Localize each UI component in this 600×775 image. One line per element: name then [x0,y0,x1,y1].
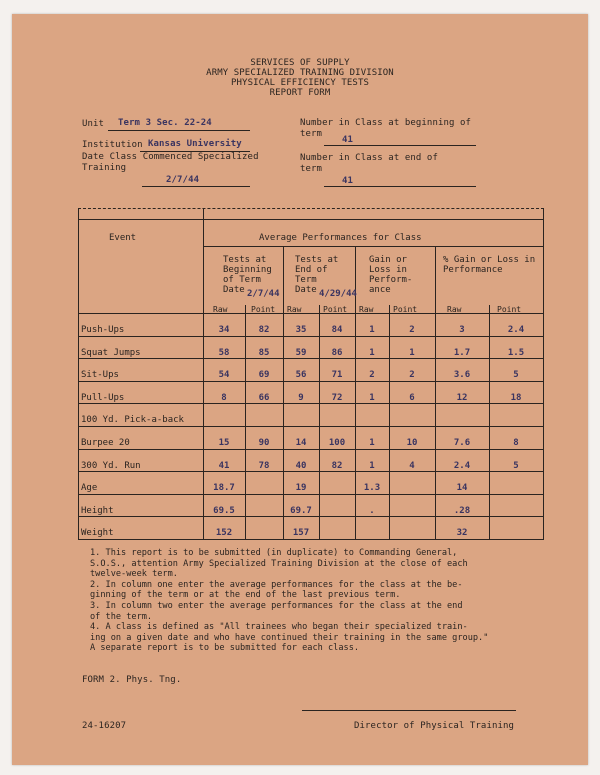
begin-count-label-1: Number in Class at beginning of [300,118,472,128]
cell-b-pt: 78 [258,460,270,471]
cell-b-raw: 18.7 [213,483,235,494]
institution-label: Institution [82,140,143,150]
event-name: Burpee 20 [81,438,130,448]
row-rule [79,381,543,382]
event-name: Sit-Ups [81,370,119,381]
begin-underline [324,145,476,146]
end-date-value: 4/29/44 [319,289,357,299]
end-point-label: Point [323,305,348,314]
gain-header-4: ance [369,285,391,295]
signature-line [302,710,516,711]
begin-point-label: Point [251,305,276,314]
cell-b-raw: 152 [215,528,233,539]
cell-p-pt: 8 [513,438,519,448]
begin-count-label-2: term [300,129,323,139]
col-divider-b [245,305,246,539]
cell-g-pt: 4 [409,460,415,471]
end-underline [324,186,476,187]
cell-p-raw: .28 [453,505,471,516]
cell-e-raw: 56 [295,370,307,381]
row-rule [79,336,543,337]
row-rule [79,358,543,359]
cell-b-raw: 8 [221,392,227,403]
cell-p-pt: 5 [513,460,519,471]
form-code: 24-16207 [82,721,127,731]
row-rule [79,426,543,427]
instruction-line: of the term. [90,611,153,622]
cell-b-pt: 82 [258,325,270,335]
event-name: 300 Yd. Run [81,460,141,471]
cell-p-raw: 3.6 [453,370,471,381]
cell-e-pt: 84 [331,325,343,335]
pct-header-1: % Gain or Loss in [443,255,536,265]
cell-p-pt: 1.5 [507,347,525,358]
cell-b-raw: 34 [218,325,230,335]
begin-header-2: Beginning [223,265,272,275]
cell-b-raw: 58 [218,347,230,358]
cell-e-raw: 59 [295,347,307,358]
cell-p-pt: 5 [513,370,519,381]
col-divider-p [489,305,490,539]
begin-raw-label: Raw [213,305,228,314]
end-raw-label: Raw [287,305,302,314]
unit-value: Term 3 Sec. 22-24 [118,118,212,128]
header-line-4: REPORT FORM [269,88,331,98]
cell-b-raw: 69.5 [213,505,235,516]
avg-header-rule [203,246,543,247]
cell-b-pt: 66 [258,392,270,403]
date-commenced-value: 2/7/44 [166,175,200,185]
end-count-label-1: Number in Class at end of [300,153,438,163]
cell-g-raw: 1 [369,325,375,335]
gain-header-1: Gain or [369,255,407,265]
cell-g-pt: 2 [409,325,415,335]
form-header [12,58,588,98]
end-header-2: End of [295,265,328,275]
instruction-line: A separate report is to be submitted for each class. [90,643,360,654]
report-form-page [12,14,588,765]
cell-g-pt: 10 [406,438,418,448]
row-rule [79,449,543,450]
cell-g-raw: 1 [369,392,375,403]
header-bottom-rule [79,313,543,314]
cell-p-raw: 3 [459,325,465,335]
cell-g-raw: 1 [369,460,375,471]
cell-e-pt: 82 [331,460,343,471]
end-count-label-2: term [300,164,323,174]
end-header-4: Date [295,285,317,295]
date-commenced-label-2: Training [82,163,127,173]
header-line-3: PHYSICAL EFFICIENCY TESTS [231,78,369,88]
cell-g-raw: . [369,505,375,516]
event-name: Height [81,505,114,516]
cell-e-pt: 100 [328,438,346,448]
instruction-line: 4. A class is defined as "All trainees who began their specialized train- [90,622,468,633]
begin-header-1: Tests at [223,255,267,265]
cell-e-raw: 40 [295,460,307,471]
cell-e-raw: 9 [298,392,304,403]
gain-header-3: Perform- [369,275,413,285]
instruction-line: S.O.S., attention Army Specialized Training Division at the close of each [90,558,468,569]
gain-point-label: Point [393,305,418,314]
cell-b-raw: 15 [218,438,230,448]
col-divider-e [319,305,320,539]
cell-b-pt: 69 [258,370,270,381]
pct-raw-label: Raw [447,305,462,314]
cell-p-raw: 2.4 [453,460,471,471]
begin-date-value: 2/7/44 [247,289,280,299]
instruction-line: 2. In column one enter the average performances for the class at the be- [90,579,463,590]
cell-b-pt: 90 [258,438,270,448]
date-underline [142,186,250,187]
pct-header-2: Performance [443,265,503,275]
unit-label: Unit [82,119,105,129]
header-line-1: SERVICES OF SUPPLY [250,58,350,68]
cell-e-raw: 19 [295,483,307,494]
cell-p-pt: 2.4 [507,325,525,335]
begin-count-value: 41 [342,135,354,145]
cell-e-pt: 71 [331,370,343,381]
row-rule [79,516,543,517]
instruction-line: ing on a given date and who have continued their training in the same group." [90,632,489,643]
cell-p-pt: 18 [510,392,522,403]
signature-label: Director of Physical Training [354,721,515,731]
cell-g-raw: 1 [369,438,375,448]
form-label: FORM 2. Phys. Tng. [82,675,182,685]
cell-g-raw: 2 [369,370,375,381]
table-top-rule [79,219,543,220]
gain-raw-label: Raw [359,305,374,314]
row-rule [79,494,543,495]
instruction-line: 3. In column two enter the average performances for the class at the end [90,601,463,611]
event-name: Weight [81,528,114,539]
cell-e-raw: 69.7 [290,505,312,516]
cell-p-raw: 7.6 [453,438,471,448]
cell-p-raw: 32 [456,528,468,539]
instruction-line: twelve-week term. [90,569,178,580]
institution-value: Kansas University [148,139,242,149]
header-line-2: ARMY SPECIALIZED TRAINING DIVISION [206,68,394,78]
cell-p-raw: 14 [456,483,468,494]
event-header: Event [109,233,137,243]
end-header-1: Tests at [295,255,339,265]
event-name: Push-Ups [81,325,125,335]
cell-e-raw: 35 [295,325,307,335]
performance-table [78,208,544,540]
col-divider-1 [203,209,204,539]
cell-e-pt: 86 [331,347,343,358]
date-commenced-label-1: Date Class Commenced Specialized [82,152,259,162]
begin-header-4: Date [223,285,245,295]
begin-header-3: of Term [223,275,261,285]
cell-b-raw: 54 [218,370,230,381]
row-rule [79,403,543,404]
event-name: Squat Jumps [81,347,141,358]
instruction-line: ginning of the term or at the end of the last previous term. [90,590,401,601]
cell-p-raw: 1.7 [453,347,471,358]
gain-header-2: Loss in [369,265,407,275]
cell-p-raw: 12 [456,392,468,403]
event-name: Age [81,483,98,494]
event-name: Pull-Ups [81,392,125,403]
end-header-3: Term [295,275,317,285]
cell-g-raw: 1 [369,347,375,358]
cell-e-pt: 72 [331,392,343,403]
cell-g-pt: 2 [409,370,415,381]
cell-e-raw: 14 [295,438,307,448]
cell-e-raw: 157 [292,528,310,539]
pct-point-label: Point [497,305,522,314]
event-name: 100 Yd. Pick-a-back [81,415,184,426]
end-count-value: 41 [342,176,354,186]
row-rule [79,471,543,472]
cell-g-pt: 1 [409,347,415,358]
avg-performance-header: Average Performances for Class [259,233,422,243]
cell-b-raw: 41 [218,460,230,471]
cell-g-raw: 1.3 [363,483,381,494]
cell-g-pt: 6 [409,392,415,403]
cell-b-pt: 85 [258,347,270,358]
col-divider-g [389,305,390,539]
unit-underline [108,130,250,131]
instruction-line: 1. This report is to be submitted (in duplicate) to Commanding General, [90,548,458,558]
